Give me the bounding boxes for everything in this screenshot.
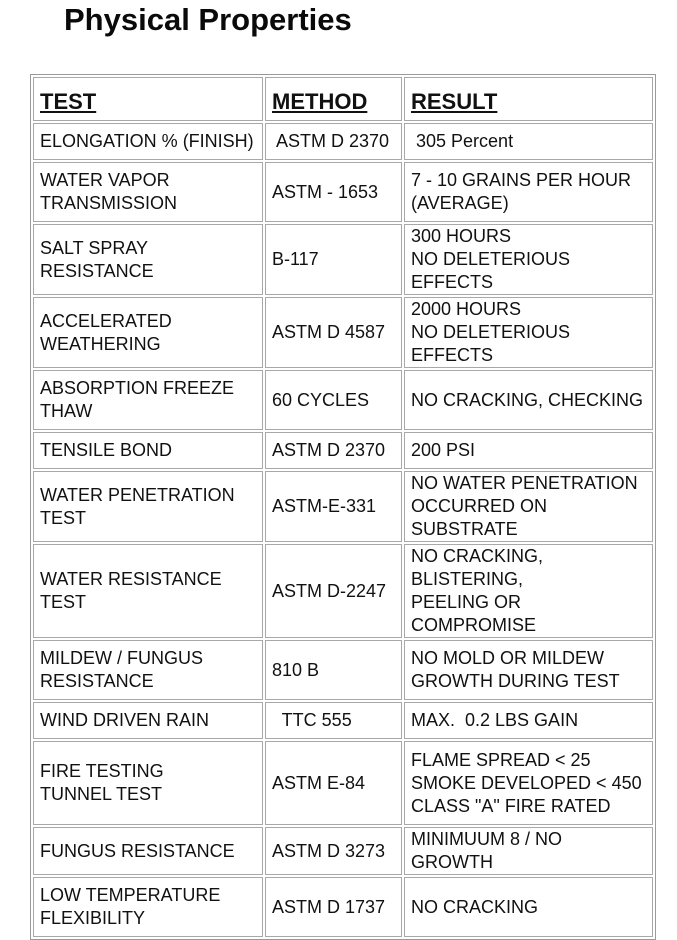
result-cell: NO CRACKING, BLISTERING, PEELING OR COMPROMISE — [404, 544, 653, 638]
properties-grid — [31, 75, 655, 939]
method-cell: TTC 555 — [265, 702, 402, 739]
header-test: TEST — [33, 77, 263, 121]
result-cell: MAX. 0.2 LBS GAIN — [404, 702, 653, 739]
table-row — [33, 224, 653, 295]
result-cell: 2000 HOURS NO DELETERIOUS EFFECTS — [404, 297, 653, 368]
table-row — [33, 297, 653, 368]
test-cell: FUNGUS RESISTANCE — [33, 827, 263, 875]
result-cell: 200 PSI — [404, 432, 653, 469]
test-cell: MILDEW / FUNGUS RESISTANCE — [33, 640, 263, 700]
result-cell: 7 - 10 GRAINS PER HOUR (AVERAGE) — [404, 162, 653, 222]
result-cell: NO CRACKING, CHECKING — [404, 370, 653, 430]
method-cell: ASTM D 4587 — [265, 297, 402, 368]
result-cell: NO MOLD OR MILDEW GROWTH DURING TEST — [404, 640, 653, 700]
result-cell: 300 HOURS NO DELETERIOUS EFFECTS — [404, 224, 653, 295]
test-cell: WATER PENETRATION TEST — [33, 471, 263, 542]
table-row — [33, 471, 653, 542]
method-cell: ASTM E-84 — [265, 741, 402, 825]
header-row — [33, 77, 653, 121]
method-cell: ASTM D 2370 — [265, 123, 402, 160]
method-cell: B-117 — [265, 224, 402, 295]
method-cell: ASTM D 1737 — [265, 877, 402, 937]
result-cell: FLAME SPREAD < 25 SMOKE DEVELOPED < 450 CLASS "A" FIRE RATED — [404, 741, 653, 825]
method-cell: ASTM D 2370 — [265, 432, 402, 469]
table-row — [33, 702, 653, 739]
method-cell: 60 CYCLES — [265, 370, 402, 430]
header-result: RESULT — [404, 77, 653, 121]
table-row — [33, 544, 653, 638]
test-cell: TENSILE BOND — [33, 432, 263, 469]
table-row — [33, 432, 653, 469]
test-cell: LOW TEMPERATURE FLEXIBILITY — [33, 877, 263, 937]
table-row — [33, 370, 653, 430]
test-cell: ABSORPTION FREEZE THAW — [33, 370, 263, 430]
method-cell: ASTM - 1653 — [265, 162, 402, 222]
table-row — [33, 640, 653, 700]
properties-table — [30, 74, 656, 940]
table-row — [33, 162, 653, 222]
method-cell: ASTM-E-331 — [265, 471, 402, 542]
table-row — [33, 123, 653, 160]
table-row — [33, 741, 653, 825]
result-cell: MINIMUUM 8 / NO GROWTH — [404, 827, 653, 875]
result-cell: 305 Percent — [404, 123, 653, 160]
method-cell: 810 B — [265, 640, 402, 700]
test-cell: WIND DRIVEN RAIN — [33, 702, 263, 739]
result-cell: NO WATER PENETRATION OCCURRED ON SUBSTRATE — [404, 471, 653, 542]
method-cell: ASTM D 3273 — [265, 827, 402, 875]
page-title: Physical Properties — [64, 2, 352, 37]
test-cell: SALT SPRAY RESISTANCE — [33, 224, 263, 295]
method-cell: ASTM D-2247 — [265, 544, 402, 638]
test-cell: WATER VAPOR TRANSMISSION — [33, 162, 263, 222]
header-method: METHOD — [265, 77, 402, 121]
test-cell: FIRE TESTING TUNNEL TEST — [33, 741, 263, 825]
test-cell: ACCELERATED WEATHERING — [33, 297, 263, 368]
table-row — [33, 877, 653, 937]
table-row — [33, 827, 653, 875]
test-cell: WATER RESISTANCE TEST — [33, 544, 263, 638]
test-cell: ELONGATION % (FINISH) — [33, 123, 263, 160]
result-cell: NO CRACKING — [404, 877, 653, 937]
